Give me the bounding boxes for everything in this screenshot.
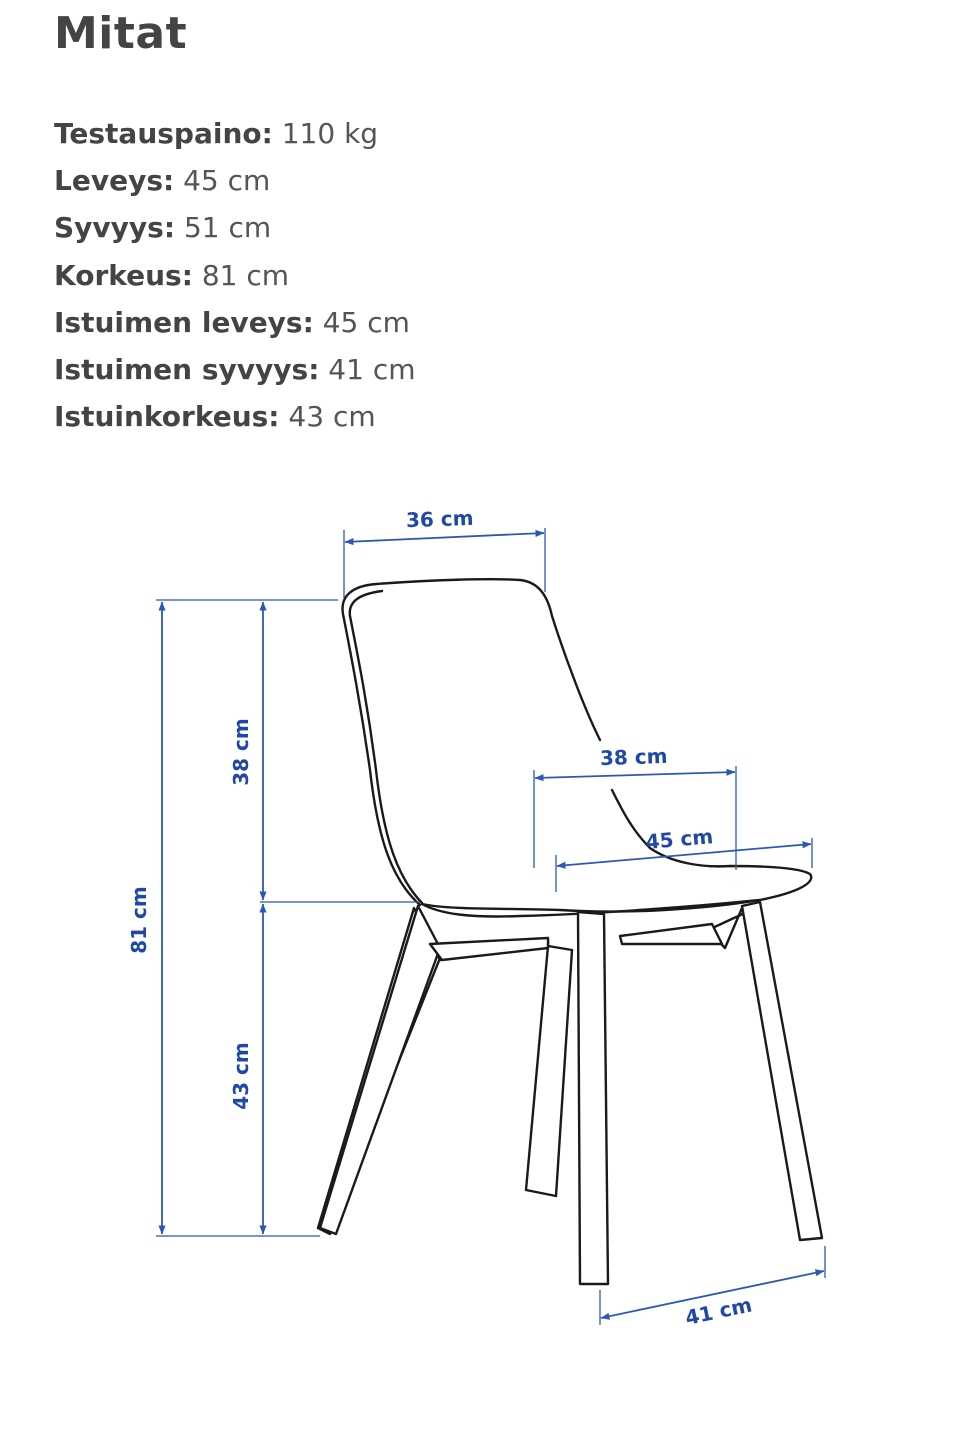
shell-inner-curve bbox=[612, 790, 650, 848]
spec-value: 41 cm bbox=[328, 352, 416, 386]
backrest-outline bbox=[343, 579, 600, 905]
spec-label: Istuimen syvyys: bbox=[54, 352, 320, 386]
spec-label: Istuimen leveys: bbox=[54, 305, 314, 339]
spec-value: 110 kg bbox=[281, 117, 379, 150]
spec-value: 43 cm bbox=[288, 400, 376, 434]
spec-value: 45 cm bbox=[322, 305, 410, 339]
spec-label: Syvyys: bbox=[54, 211, 176, 245]
spec-value: 45 cm bbox=[183, 164, 271, 198]
right-stretcher bbox=[620, 924, 722, 944]
leg-span-label: 41 cm bbox=[683, 1292, 755, 1330]
backrest-width-label: 36 cm bbox=[405, 505, 474, 533]
chair-drawing bbox=[318, 579, 822, 1284]
backrest-inner-rim bbox=[350, 591, 422, 903]
page-title: Mitat bbox=[54, 8, 188, 59]
seat-height-label: 43 cm bbox=[229, 1042, 253, 1110]
seat-depth-label: 38 cm bbox=[599, 743, 668, 771]
backrest-height-label: 38 cm bbox=[229, 718, 253, 786]
left-stretcher bbox=[430, 938, 548, 960]
spec-value: 81 cm bbox=[201, 258, 290, 292]
spec-value: 51 cm bbox=[183, 211, 272, 245]
spec-label: Testauspaino: bbox=[54, 117, 273, 150]
spec-label: Istuinkorkeus: bbox=[54, 400, 280, 434]
front-left-leg-body bbox=[320, 906, 440, 1234]
total-height-label: 81 cm bbox=[127, 886, 151, 954]
seat-outline bbox=[422, 848, 811, 912]
spec-label: Leveys: bbox=[54, 164, 175, 198]
seat-depth-line bbox=[535, 772, 735, 778]
front-right-leg bbox=[742, 902, 822, 1240]
backrest-width-line bbox=[345, 533, 544, 542]
spec-label: Korkeus: bbox=[54, 258, 193, 292]
rear-left-leg bbox=[526, 946, 572, 1196]
front-center-leg bbox=[578, 912, 608, 1284]
seat-width-label: 45 cm bbox=[644, 824, 715, 854]
dimension-labels bbox=[127, 506, 754, 1330]
